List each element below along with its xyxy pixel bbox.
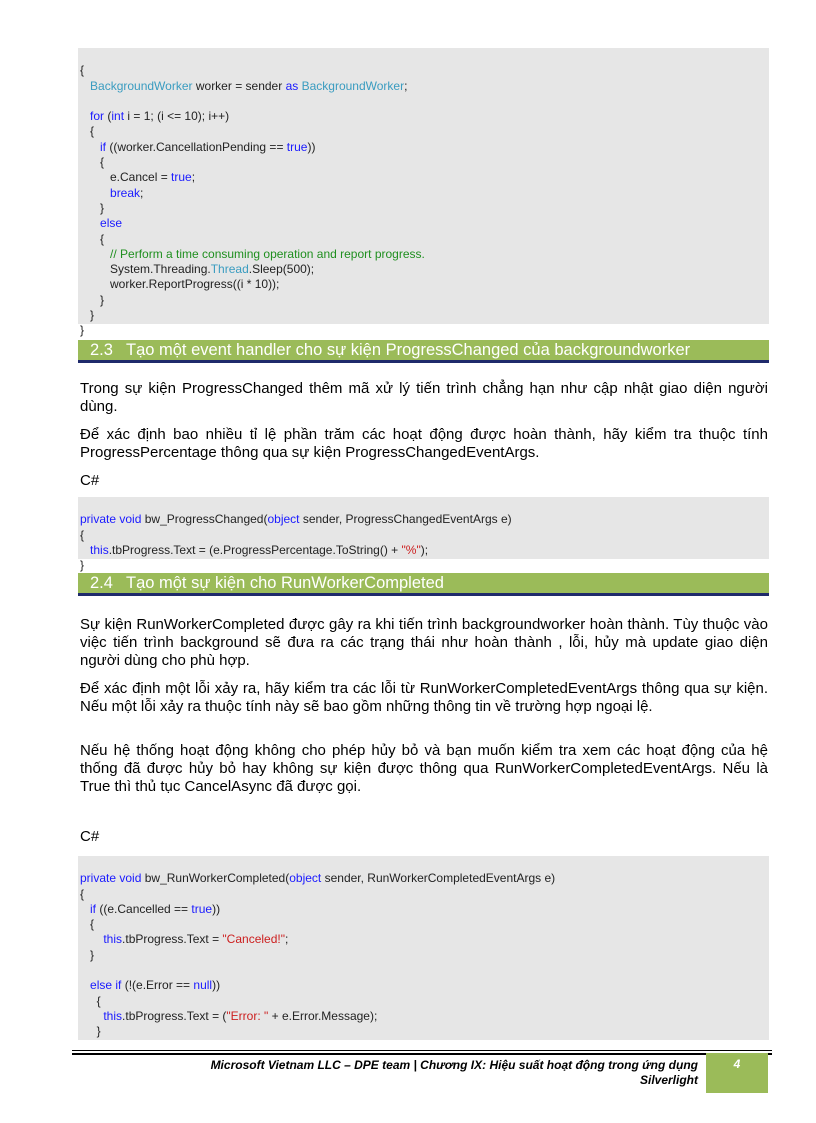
code-line: }	[80, 947, 95, 962]
code-line: // Perform a time consuming operation and report progress.	[110, 246, 425, 261]
code-line: else	[100, 216, 123, 231]
code-line: {	[80, 63, 85, 78]
paragraph: Sự kiện RunWorkerCompleted được gây ra khi tiến trình backgroundworker hoàn thành. Tùy thuộc vào việc tiến trình background sẽ đưa ra các trạng thái như hoàn thành , lỗi, hủy mà update giao diện người dùng cho phù hợp.	[80, 616, 768, 669]
code-line: {	[80, 886, 85, 901]
footer-divider	[72, 1053, 772, 1055]
code-line: BackgroundWorker worker = sender as BackgroundWorker;	[90, 78, 408, 93]
code-block-2	[78, 497, 769, 573]
footer-line: Silverlight	[639, 1073, 698, 1087]
paragraph: Để xác định bao nhiều tỉ lệ phần trăm các hoạt động được hoàn thành, hãy kiểm tra thuộc tính ProgressPercentage thông qua sự kiện ProgressChangedEventArgs.	[80, 426, 768, 461]
section-title: Tạo một event handler cho sự kiện ProgressChanged của backgroundworker	[126, 341, 691, 359]
section-heading-2-3	[78, 340, 769, 363]
code-line: if ((worker.CancellationPending == true))	[100, 139, 316, 154]
code-line: }	[80, 200, 105, 215]
section-number: 2.4	[90, 574, 113, 592]
paragraph: Trong sự kiện ProgressChanged thêm mã xử lý tiến trình chẳng hạn như cập nhật giao diện người dùng.	[80, 380, 768, 415]
code-line: }	[80, 292, 105, 307]
code-line: this.tbProgress.Text = ("Error: " + e.Error.Message);	[103, 1008, 378, 1023]
code-line: break;	[110, 185, 144, 200]
code-line: {	[80, 124, 95, 139]
code-line: private void bw_RunWorkerCompleted(object sender, RunWorkerCompletedEventArgs e)	[80, 871, 556, 886]
code-line: System.Threading.Thread.Sleep(500);	[80, 262, 315, 277]
code-line: private void bw_ProgressChanged(object sender, ProgressChangedEventArgs e)	[80, 512, 512, 527]
code-line: for (int i = 1; (i <= 10); i++)	[90, 109, 230, 124]
language-label: C#	[80, 828, 100, 845]
code-line: e.Cancel = true;	[80, 170, 196, 185]
code-line	[80, 94, 769, 109]
code-line: }	[80, 1024, 101, 1039]
footer-text	[120, 1058, 698, 1088]
section-title: Tạo một sự kiện cho RunWorkerCompleted	[126, 574, 444, 592]
code-line: else if (!(e.Error == null))	[90, 978, 221, 993]
code-line	[80, 963, 769, 978]
code-line: this.tbProgress.Text = (e.ProgressPercentage.ToString() + "%");	[90, 542, 429, 557]
code-line: {	[80, 917, 95, 932]
code-line: {	[80, 527, 85, 542]
code-block-3	[78, 856, 769, 1040]
paragraph: Nếu hệ thống hoạt động không cho phép hủy bỏ và bạn muốn kiểm tra xem các hoạt động của hệ thống đã được hủy bỏ hay không sự kiện được thông qua RunWorkerCompletedEventArgs. Nếu là True thì thủ tục CancelAsync đã được gọi.	[80, 742, 768, 795]
code-line: worker.ReportProgress((i * 10));	[80, 277, 280, 292]
section-number: 2.3	[90, 341, 113, 359]
code-line: if ((e.Cancelled == true))	[90, 901, 221, 916]
footer-line: Microsoft Vietnam LLC – DPE team | Chương IX: Hiệu suất hoạt động trong ứng dụng	[210, 1058, 698, 1072]
paragraph: Để xác định một lỗi xảy ra, hãy kiểm tra các lỗi từ RunWorkerCompletedEventArgs thông qua sự kiện. Nếu một lỗi xảy ra thuộc tính này sẽ bao gồm những thông tin về trường hợp ngoại lệ.	[80, 680, 768, 715]
code-line: }	[80, 558, 85, 573]
page-number: 4	[706, 1053, 768, 1093]
code-line: {	[80, 993, 101, 1008]
code-line: {	[80, 155, 105, 170]
section-heading-2-4	[78, 573, 769, 596]
code-line: }	[80, 323, 85, 338]
language-label: C#	[80, 472, 100, 489]
code-block-1	[78, 48, 769, 338]
code-line: {	[80, 231, 105, 246]
code-line: this.tbProgress.Text = "Canceled!";	[103, 932, 289, 947]
footer-divider	[72, 1050, 772, 1051]
code-line: }	[80, 308, 95, 323]
